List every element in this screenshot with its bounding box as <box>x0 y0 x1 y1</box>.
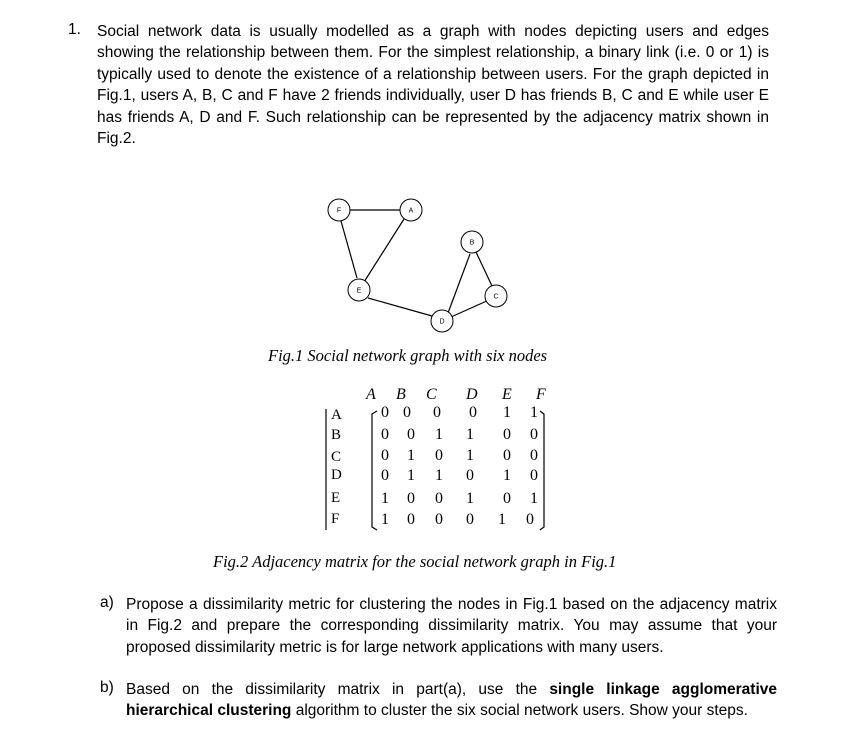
part-b-label: b) <box>100 679 114 696</box>
cell-a-a: 0 <box>381 404 389 421</box>
row-label-c: C <box>331 449 342 465</box>
cell-b-e: 0 <box>503 426 511 443</box>
cell-b-d: 1 <box>466 426 474 443</box>
cell-f-d: 0 <box>466 511 474 528</box>
cell-e-f: 1 <box>530 490 538 507</box>
part-a-text: Propose a dissimilarity metric for clustering the nodes in Fig.1 based on the adjacency matrix in Fig.2 and prepare the corresponding dissimilarity matrix. You may assume that your proposed dissimilarity metric is for large network applications with many users. <box>126 596 777 656</box>
cell-c-d: 1 <box>466 447 474 464</box>
cell-d-b: 1 <box>407 467 415 484</box>
node-f-label: F <box>336 207 342 215</box>
row-label-b: B <box>331 427 342 443</box>
question-number: 1. <box>68 21 81 38</box>
edge-a-e <box>364 219 404 282</box>
row-label-e: E <box>331 490 341 506</box>
cell-d-c: 1 <box>435 467 443 484</box>
part-b-text-1: Based on the dissimilarity matrix in part(a), use the <box>126 681 550 698</box>
cell-f-a: 1 <box>381 511 389 528</box>
cell-e-a: 1 <box>381 490 389 507</box>
col-label-a: A <box>366 386 376 403</box>
node-e-label: E <box>356 287 362 295</box>
cell-b-c: 1 <box>435 426 443 443</box>
edge-f-e <box>341 221 357 278</box>
cell-e-e: 0 <box>503 490 511 507</box>
part-a-label: a) <box>100 594 114 611</box>
cell-d-a: 0 <box>381 467 389 484</box>
cell-d-f: 0 <box>530 467 538 484</box>
cell-d-d: 0 <box>466 467 474 484</box>
cell-c-f: 0 <box>530 447 538 464</box>
col-label-f: F <box>536 386 546 403</box>
cell-c-b: 1 <box>407 447 415 464</box>
part-b-text-2: algorithm to cluster the six social network users. Show your steps. <box>291 702 748 720</box>
cell-a-b: 0 <box>403 404 411 421</box>
cell-e-c: 0 <box>435 490 443 507</box>
node-d-label: D <box>439 318 445 326</box>
row-label-d: D <box>331 467 342 483</box>
cell-f-b: 0 <box>407 511 415 528</box>
question-text: Social network data is usually modelled as a graph with nodes depicting users and edges showing the relationship between them. For the simplest relationship, a binary link (i.e. 0 or 1) is typically used to denote the existence of a relationship between users. For the graph depicted in Fig.1, users A, B, C and F have 2 friends individually, user D has friends B, C and E while user E has friends A, D and F. Such relationship can be represented by the adjacency matrix shown in Fig.2. <box>97 23 769 148</box>
cell-a-c: 0 <box>433 404 441 421</box>
cell-b-f: 0 <box>530 426 538 443</box>
cell-c-e: 0 <box>503 447 511 464</box>
cell-c-c: 0 <box>435 447 443 464</box>
col-label-b: B <box>396 386 406 403</box>
edge-e-d <box>368 298 432 316</box>
node-c-label: C <box>493 293 499 301</box>
cell-b-a: 0 <box>381 426 389 443</box>
cell-a-e: 1 <box>503 404 511 421</box>
cell-f-f: 0 <box>526 511 534 528</box>
cell-a-f: 1 <box>530 404 538 421</box>
cell-c-a: 0 <box>381 447 389 464</box>
col-label-c: C <box>426 386 437 403</box>
cell-e-d: 1 <box>466 490 474 507</box>
cell-a-d: 0 <box>469 404 477 421</box>
row-label-a: A <box>331 407 342 423</box>
col-label-e: E <box>502 386 512 403</box>
right-bracket <box>540 411 544 530</box>
cell-f-e: 1 <box>498 511 506 528</box>
col-label-d: D <box>466 386 478 403</box>
edge-b-c <box>476 252 492 286</box>
row-label-f: F <box>331 511 340 527</box>
edge-c-d <box>451 300 489 317</box>
cell-d-e: 1 <box>503 467 511 484</box>
fig2-caption: Fig.2 Adjacency matrix for the social network graph in Fig.1 <box>213 552 617 571</box>
cell-b-b: 0 <box>407 426 415 443</box>
edge-b-d <box>448 254 470 313</box>
node-a-label: A <box>408 207 414 215</box>
left-bracket <box>372 411 377 530</box>
fig1-caption: Fig.1 Social network graph with six nodes <box>268 346 548 365</box>
part-b-bold: single linkage agglomerative hierarchical clustering <box>126 681 777 720</box>
part-b-text <box>126 679 777 722</box>
cell-f-c: 0 <box>435 511 443 528</box>
cell-e-b: 0 <box>407 490 415 507</box>
node-b-label: B <box>469 239 475 247</box>
